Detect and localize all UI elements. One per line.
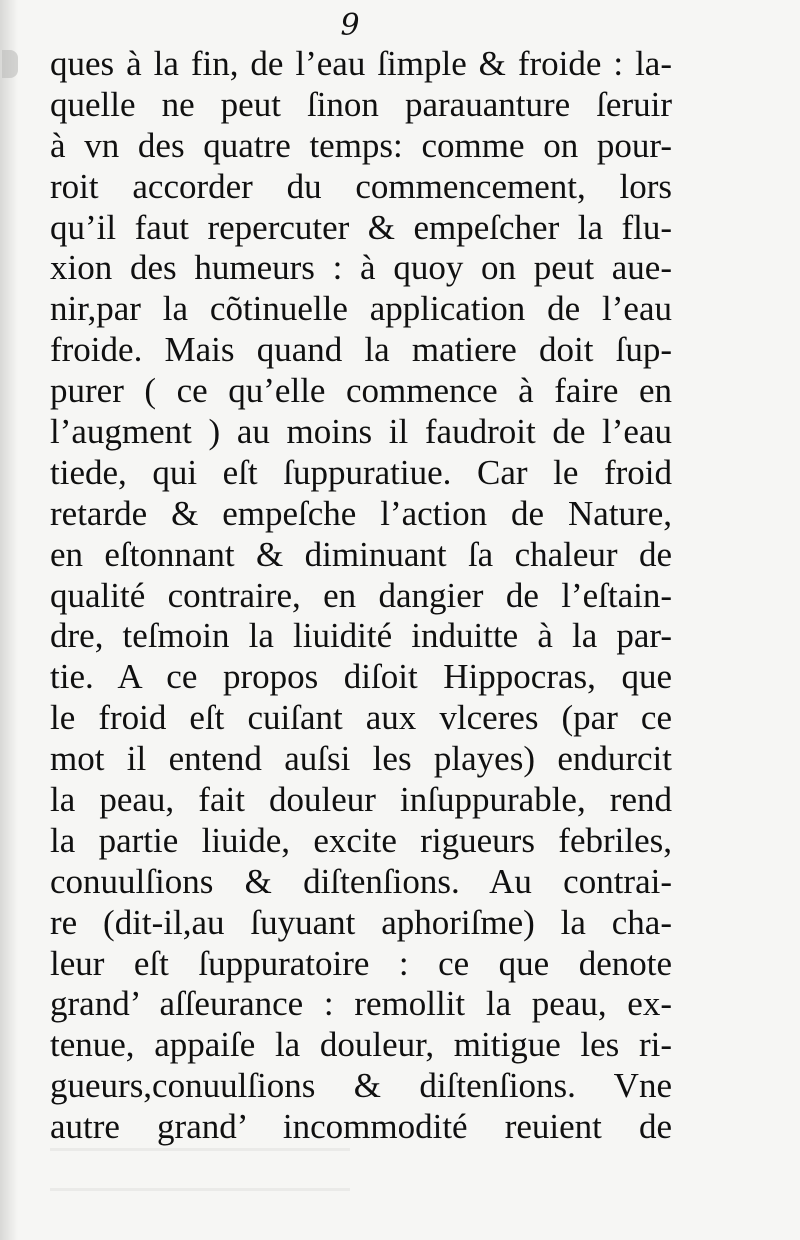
page-edge-mark [2,50,18,78]
text-line: retarde & empeſche l’action de Nature, [50,493,672,533]
text-line: la partie liuide, excite rigueurs febriles, [50,820,672,860]
text-line: dre, teſmoin la liuidité induitte à la par- [50,616,672,656]
text-line: qualité contraire, en dangier de l’eſtain- [50,575,672,615]
text-line: l’augment ) au moins il faudroit de l’eau [50,412,672,452]
show-through-bleed [50,1148,350,1228]
text-line: mot il entend auſsi les playes) endurcit [50,739,672,779]
text-line: conuulſions & diſtenſions. Au contrai- [50,861,672,901]
text-line: tie. A ce propos diſoit Hippocras, que [50,657,672,697]
text-line: leur eſt ſuppuratoire : ce que denote [50,943,672,983]
text-line: ques à la fin, de l’eau ſimple & froide : la- [50,44,672,83]
text-line: xion des humeurs : à quoy on peut aue- [50,248,672,288]
text-line: gueurs,conuulſions & diſtenſions. Vne [50,1066,672,1106]
text-line: en eſtonnant & diminuant ſa chaleur de [50,534,672,574]
text-line: le froid eſt cuiſant aux vlceres (par ce [50,698,672,738]
text-line: tiede, qui eſt ſuppuratiue. Car le froid [50,452,672,492]
text-line: re (dit-il,au ſuyuant aphoriſme) la cha- [50,902,672,942]
text-line: froide. Mais quand la matiere doit ſup- [50,330,672,370]
text-line: la peau, fait douleur inſuppurable, rend [50,780,672,820]
text-line: nir,par la cõtinuelle application de l’eau [50,289,672,329]
text-line: tenue, appaiſe la douleur, mitigue les ri- [50,1025,672,1065]
text-line: grand’ aſſeurance : remollit la peau, ex- [50,984,672,1024]
text-line: purer ( ce qu’elle commence à faire en [50,371,672,411]
page-gutter-shadow [0,0,18,1240]
text-line: autre grand’ incommodité reuient de [50,1107,672,1147]
text-line: à vn des quatre temps: comme on pour- [50,125,672,165]
body-text [50,44,672,1148]
text-line: qu’il faut repercuter & empeſcher la flu- [50,207,672,247]
text-line: quelle ne peut ſinon parauanture ſeruir [50,84,672,124]
text-line: roit accorder du commencement, lors [50,166,672,206]
page-number: 9 [340,8,360,43]
